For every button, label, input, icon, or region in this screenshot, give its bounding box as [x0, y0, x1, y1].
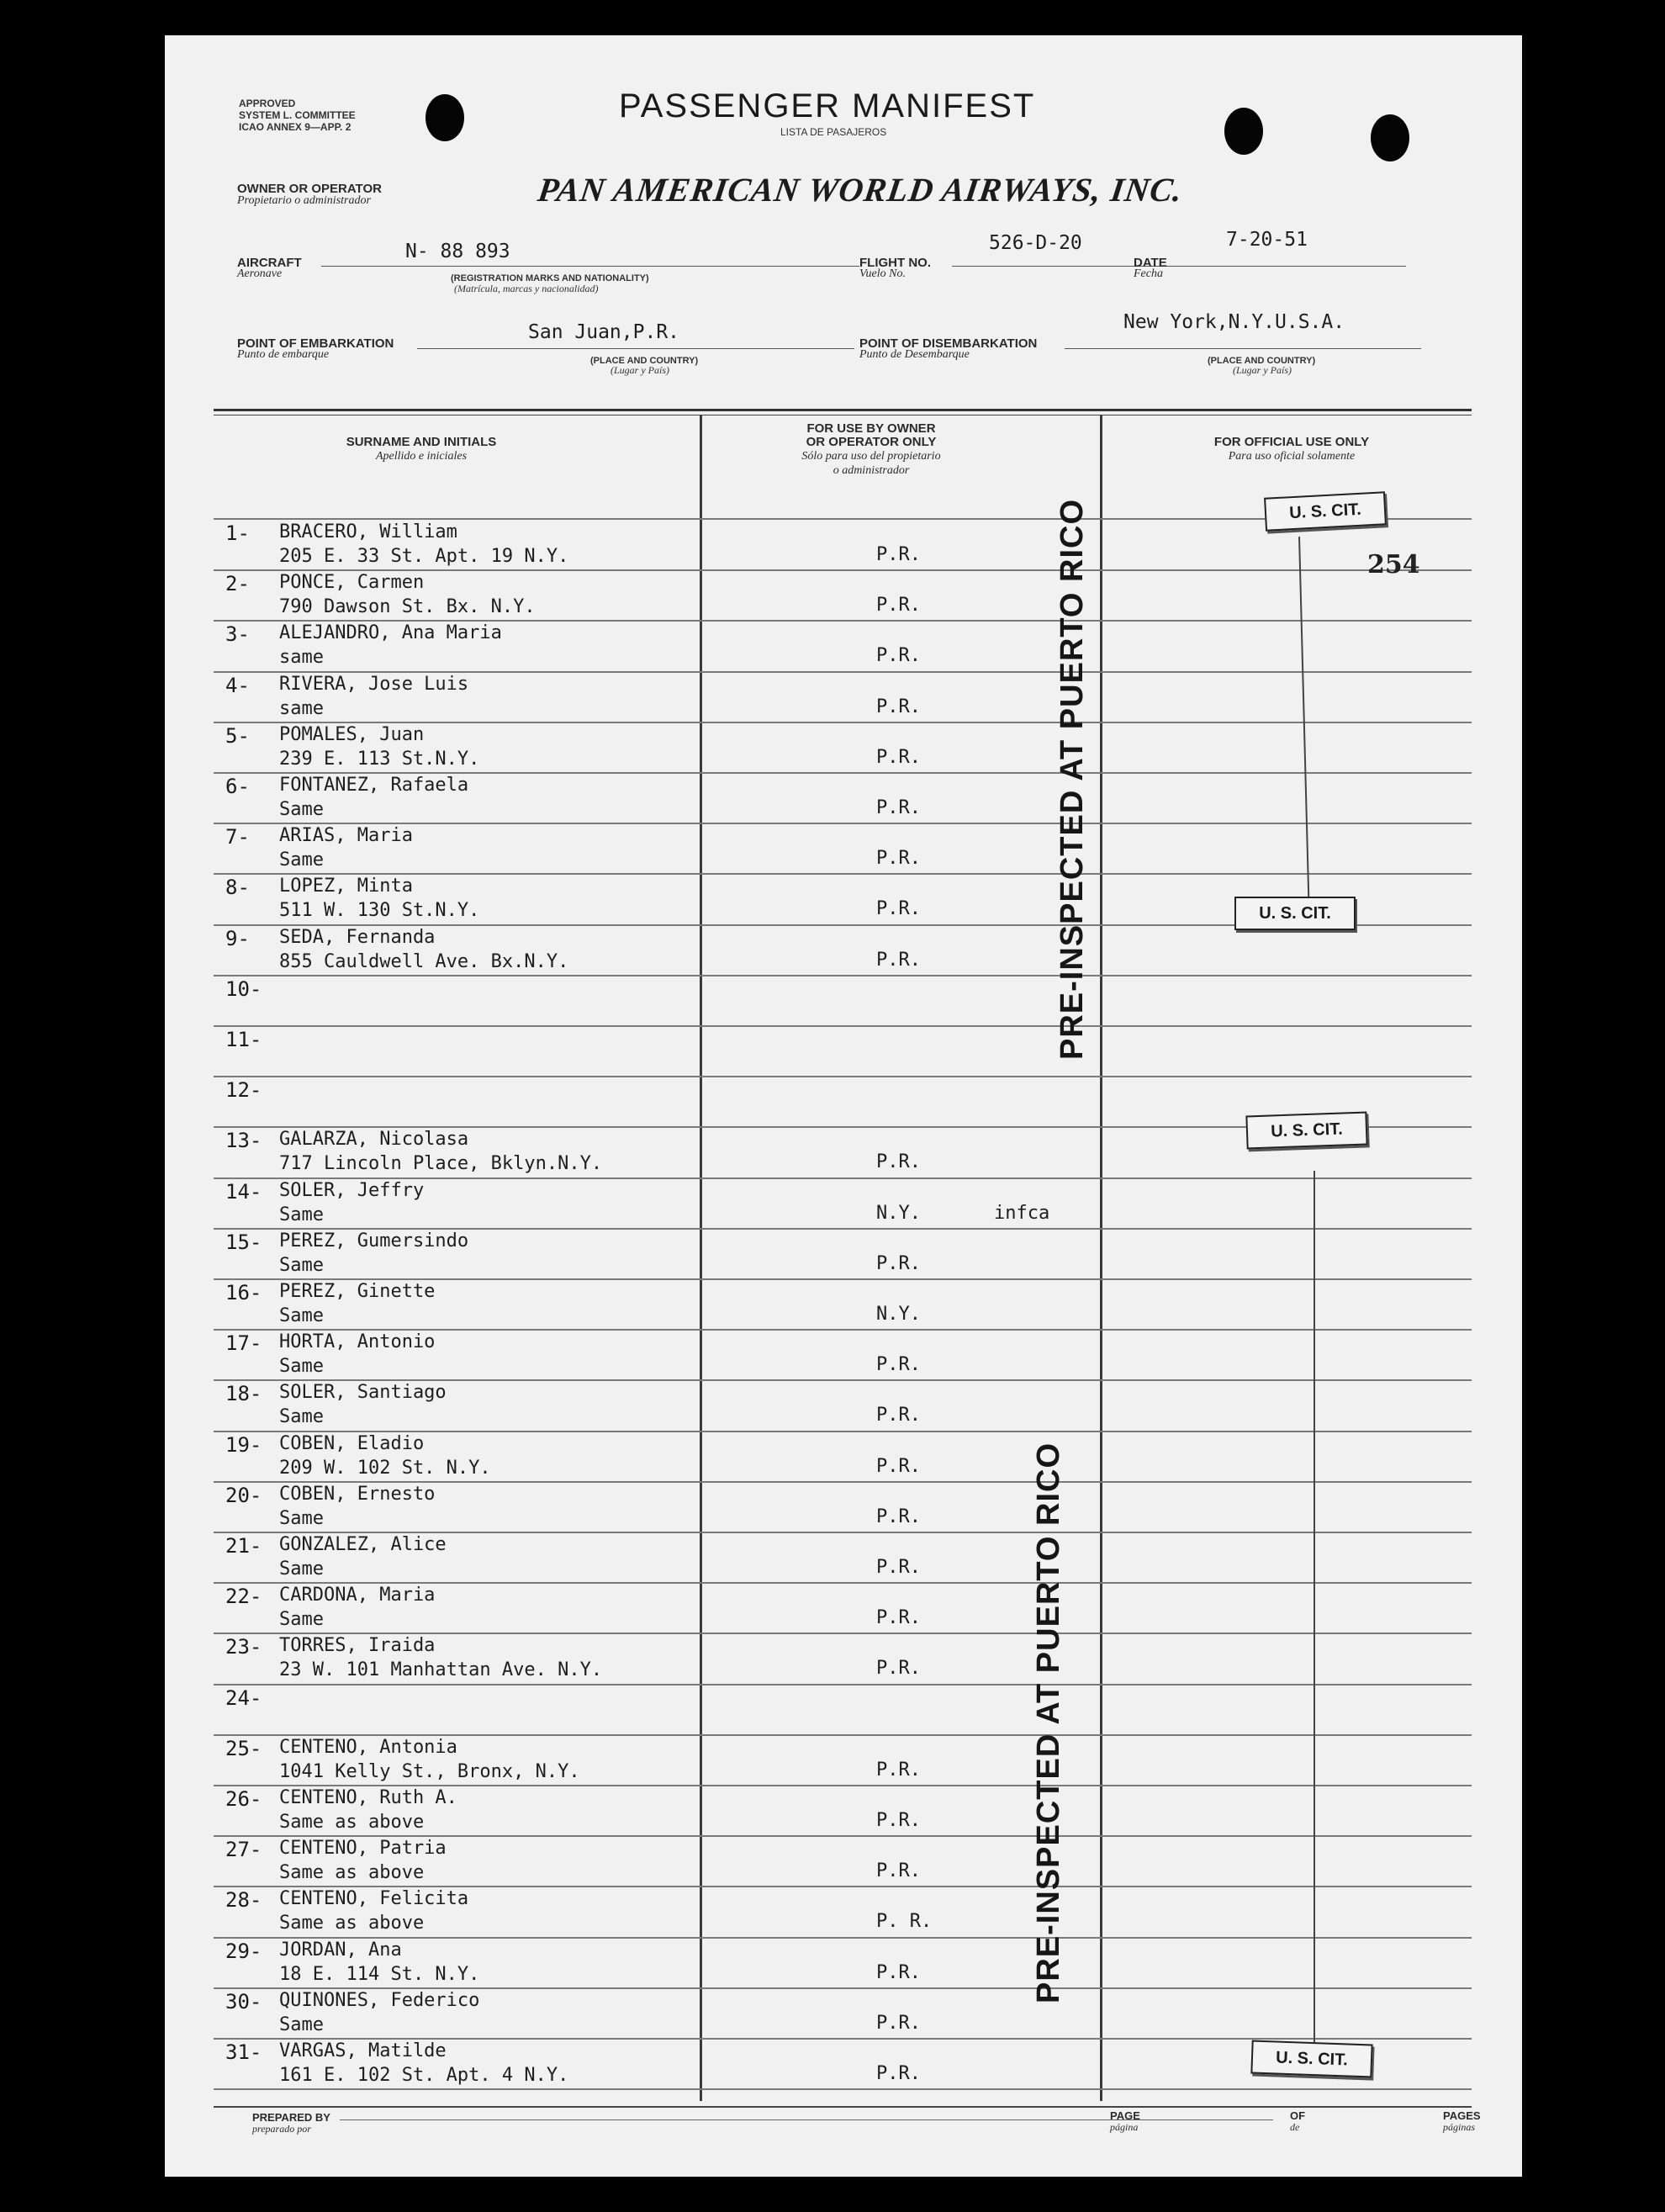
row-number: 7-: [225, 825, 250, 849]
passenger-address: 23 W. 101 Manhattan Ave. N.Y.: [279, 1659, 603, 1681]
passenger-name: ARIAS, Maria: [279, 825, 413, 847]
passenger-name: GONZALEZ, Alice: [279, 1534, 447, 1555]
table-top-rule: [214, 409, 1472, 411]
passenger-name: PEREZ, Gumersindo: [279, 1230, 469, 1252]
table-row: [165, 1888, 1522, 1939]
embark-value: San Juan,P.R.: [528, 321, 680, 343]
surname-header-es: Apellido e iniciales: [375, 450, 468, 463]
approval-line: APPROVED: [239, 98, 296, 109]
row-rule: [214, 671, 1472, 673]
row-number: 11-: [225, 1028, 262, 1051]
row-number: 29-: [225, 1939, 262, 1963]
passenger-address: 1041 Kelly St., Bronx, N.Y.: [279, 1760, 580, 1782]
row-number: 19-: [225, 1432, 262, 1457]
table-row: [165, 521, 1522, 572]
row-rule: [214, 569, 1472, 571]
passenger-name: POMALES, Juan: [279, 723, 425, 745]
pages-label-es: páginas: [1443, 2121, 1476, 2133]
passenger-name: SOLER, Santiago: [279, 1382, 447, 1404]
row-number: 30-: [225, 1989, 262, 2014]
aircraft-label: AIRCRAFT: [237, 256, 302, 270]
operator-note: P.R.: [876, 848, 921, 870]
passenger-name: SEDA, Fernanda: [279, 926, 436, 948]
operator-note: P.R.: [876, 1151, 921, 1173]
date-label-es: Fecha: [1134, 267, 1163, 280]
passenger-name: RIVERA, Jose Luis: [279, 673, 469, 695]
prepared-by-label-es: preparado por: [252, 2123, 311, 2135]
operator-note: N.Y.: [876, 1304, 921, 1325]
row-number: 6-: [225, 775, 250, 798]
row-rule: [214, 722, 1472, 723]
passenger-address: 855 Cauldwell Ave. Bx.N.Y.: [279, 950, 569, 972]
row-rule: [214, 2038, 1472, 2040]
operator-note: P.R.: [876, 544, 921, 565]
operator-note: P.R.: [876, 1658, 921, 1680]
disembark-place-note-es: (Lugar y País): [1233, 364, 1292, 376]
embark-place-note: (PLACE AND COUNTRY): [590, 356, 699, 366]
operator-note: P.R.: [876, 746, 921, 768]
embark-label-es: Punto de embarque: [237, 348, 330, 361]
table-row: [165, 724, 1522, 775]
row-rule: [214, 1532, 1472, 1533]
operator-note: P.R.: [876, 595, 921, 617]
approval-line: ICAO ANNEX 9—APP. 2: [239, 121, 352, 133]
row-rule: [214, 1886, 1472, 1887]
table-row: [165, 1382, 1522, 1432]
table-row: [165, 1787, 1522, 1838]
registration-note: (REGISTRATION MARKS AND NATIONALITY): [451, 273, 649, 283]
disembark-place-note: (PLACE AND COUNTRY): [1208, 356, 1316, 366]
owner-label-es: Propietario o administrador: [237, 194, 371, 207]
us-cit-stamp: U. S. CIT.: [1250, 2040, 1372, 2077]
flight-label-es: Vuelo No.: [859, 267, 906, 280]
punch-hole: [1224, 108, 1263, 155]
passenger-address: same: [279, 697, 324, 719]
passenger-name: CENTENO, Antonia: [279, 1736, 457, 1758]
row-number: 3-: [225, 622, 250, 647]
operator-note: P.R.: [876, 898, 921, 920]
row-rule: [214, 1329, 1472, 1331]
table-row: [165, 927, 1522, 977]
table-row: [165, 1534, 1522, 1585]
date-label: DATE: [1134, 256, 1167, 270]
table-row: [165, 1281, 1522, 1331]
row-number: 27-: [225, 1838, 262, 1862]
operator-header-es: Sólo para uso del propietario: [801, 450, 941, 463]
row-number: 25-: [225, 1736, 262, 1760]
row-rule: [214, 1379, 1472, 1381]
row-rule: [214, 1684, 1472, 1685]
passenger-name: BRACERO, William: [279, 521, 457, 542]
surname-column-header: [224, 436, 619, 463]
operator-header-line: OR OPERATOR ONLY: [806, 435, 937, 449]
row-rule: [214, 620, 1472, 622]
row-number: 10-: [225, 976, 262, 1001]
passenger-name: LOPEZ, Minta: [279, 876, 413, 897]
table-row: [165, 1028, 1522, 1078]
passenger-address: Same: [279, 1406, 324, 1428]
passenger-address: same: [279, 647, 324, 669]
passenger-address: 161 E. 102 St. Apt. 4 N.Y.: [279, 2065, 569, 2086]
row-number: 20-: [225, 1483, 262, 1507]
operator-note: P.R.: [876, 797, 921, 818]
passenger-name: CENTENO, Patria: [279, 1838, 447, 1860]
operator-note: P. R.: [876, 1911, 933, 1933]
table-row: [165, 977, 1522, 1028]
flight-value: 526-D-20: [989, 232, 1082, 254]
passenger-address: 209 W. 102 St. N.Y.: [279, 1457, 491, 1479]
page-label: PAGE: [1110, 2109, 1140, 2122]
table-row: [165, 1686, 1522, 1737]
row-rule: [214, 1228, 1472, 1230]
row-rule: [214, 823, 1472, 824]
row-number: 5-: [225, 723, 250, 748]
embark-label: POINT OF EMBARKATION: [237, 336, 394, 351]
flight-label: FLIGHT NO.: [859, 256, 931, 270]
disembark-label-es: Punto de Desembarque: [859, 348, 970, 361]
embark-place-note-es: (Lugar y País): [610, 364, 669, 376]
official-header-text: FOR OFFICIAL USE ONLY: [1213, 435, 1370, 449]
row-rule: [214, 1177, 1472, 1179]
passenger-name: TORRES, Iraida: [279, 1635, 436, 1657]
table-row: [165, 1230, 1522, 1281]
passenger-name: PEREZ, Ginette: [279, 1281, 436, 1302]
page-label-es: página: [1110, 2121, 1139, 2133]
passenger-address: Same: [279, 1356, 324, 1378]
table-row: [165, 1180, 1522, 1230]
row-rule: [214, 1633, 1472, 1634]
us-cit-stamp: U. S. CIT.: [1264, 491, 1387, 531]
of-label-es: de: [1290, 2121, 1300, 2133]
passenger-address: Same: [279, 1254, 324, 1276]
operator-note: P.R.: [876, 1607, 921, 1629]
us-cit-stamp: U. S. CIT.: [1234, 897, 1356, 930]
row-number: 21-: [225, 1534, 262, 1558]
passenger-name: CARDONA, Maria: [279, 1585, 436, 1606]
passenger-name: GALARZA, Nicolasa: [279, 1129, 469, 1151]
passenger-name: PONCE, Carmen: [279, 572, 425, 594]
approval-stamp: [239, 98, 356, 133]
table-row: [165, 674, 1522, 724]
passenger-address: 18 E. 114 St. N.Y.: [279, 1963, 480, 1985]
disembark-label: POINT OF DISEMBARKATION: [859, 336, 1038, 351]
row-number: 14-: [225, 1179, 262, 1204]
handwritten-number: 254: [1367, 550, 1420, 579]
table-row: [165, 622, 1522, 673]
operator-note: P.R.: [876, 1506, 921, 1527]
registration-note-es: (Matrícula, marcas y nacionalidad): [454, 283, 599, 294]
row-rule: [214, 1835, 1472, 1837]
row-rule: [214, 873, 1472, 875]
passenger-address: Same: [279, 1507, 324, 1529]
passenger-address: Same as above: [279, 1913, 425, 1934]
passenger-address: Same as above: [279, 1812, 425, 1833]
passenger-address: 717 Lincoln Place, Bklyn.N.Y.: [279, 1153, 603, 1175]
row-number: 18-: [225, 1382, 262, 1406]
aircraft-value: N- 88 893: [405, 241, 510, 262]
passenger-name: COBEN, Ernesto: [279, 1483, 436, 1505]
row-rule: [214, 975, 1472, 976]
row-number: 17-: [225, 1331, 262, 1356]
table-row: [165, 1331, 1522, 1382]
manifest-page: [165, 35, 1522, 2177]
pre-inspected-stamp: PRE-INSPECTED AT PUERTO RICO: [1054, 498, 1090, 1060]
row-number: 22-: [225, 1585, 262, 1609]
operator-note: P.R.: [876, 949, 921, 971]
operator-note: P.R.: [876, 1759, 921, 1781]
row-number: 1-: [225, 521, 250, 545]
owner-label: OWNER OR OPERATOR: [237, 182, 382, 196]
row-number: 28-: [225, 1888, 262, 1913]
row-rule: [214, 1431, 1472, 1432]
row-number: 23-: [225, 1635, 262, 1659]
footer-rule: [214, 2106, 1472, 2108]
table-row: [165, 1838, 1522, 1888]
date-underline: [1171, 266, 1406, 267]
passenger-name: ALEJANDRO, Ana Maria: [279, 622, 502, 644]
row-rule: [214, 772, 1472, 774]
row-number: 4-: [225, 673, 250, 697]
row-number: 13-: [225, 1129, 262, 1153]
operator-note: P.R.: [876, 645, 921, 667]
operator-note: P.R.: [876, 1860, 921, 1882]
operator-header-es: o administrador: [832, 464, 910, 477]
operator-note: P.R.: [876, 1405, 921, 1426]
us-cit-stamp: U. S. CIT.: [1245, 1111, 1367, 1149]
aircraft-label-es: Aeronave: [237, 267, 283, 280]
passenger-address: Same: [279, 799, 324, 820]
official-header-es: Para uso oficial solamente: [1228, 450, 1356, 463]
table-row: [165, 1585, 1522, 1635]
table-row: [165, 825, 1522, 876]
operator-note: N.Y.: [876, 1202, 921, 1224]
operator-note: P.R.: [876, 1557, 921, 1578]
table-row: [165, 1990, 1522, 2040]
row-rule: [214, 2088, 1472, 2090]
passenger-name: HORTA, Antonio: [279, 1331, 436, 1353]
page-subtitle: LISTA DE PASAJEROS: [780, 126, 887, 138]
operator-note: P.R.: [876, 1961, 921, 1983]
operator-note: P.R.: [876, 1354, 921, 1376]
row-number: 16-: [225, 1281, 262, 1304]
passenger-address: Same as above: [279, 1862, 425, 1884]
approval-line: SYSTEM L. COMMITTEE: [239, 109, 356, 121]
passenger-address: Same: [279, 1305, 324, 1326]
row-rule: [214, 1582, 1472, 1584]
passenger-address: 205 E. 33 St. Apt. 19 N.Y.: [279, 546, 569, 567]
row-number: 8-: [225, 876, 250, 900]
page-title: PASSENGER MANIFEST: [619, 87, 1036, 124]
operator-extra-note: infca: [994, 1202, 1050, 1224]
row-rule: [214, 1785, 1472, 1786]
row-rule: [214, 1025, 1472, 1027]
passenger-address: 239 E. 113 St.N.Y.: [279, 748, 480, 770]
row-number: 12-: [225, 1078, 262, 1103]
passenger-name: FONTANEZ, Rafaela: [279, 775, 469, 796]
operator-note: P.R.: [876, 2012, 921, 2034]
row-number: 31-: [225, 2040, 262, 2064]
row-rule: [214, 1937, 1472, 1939]
passenger-address: Same: [279, 849, 324, 871]
row-number: 26-: [225, 1787, 262, 1811]
table-row: [165, 572, 1522, 622]
table-row: [165, 1433, 1522, 1484]
aircraft-underline: [321, 266, 859, 267]
table-row: [165, 1737, 1522, 1787]
operator-header-line: FOR USE BY OWNER: [806, 421, 936, 436]
punch-hole: [426, 94, 464, 141]
passenger-name: VARGAS, Matilde: [279, 2040, 447, 2061]
operator-note: P.R.: [876, 1252, 921, 1274]
official-column-header: [1123, 436, 1460, 463]
row-rule: [214, 1987, 1472, 1989]
row-number: 9-: [225, 926, 250, 950]
passenger-name: QUINONES, Federico: [279, 1989, 480, 2011]
passenger-address: 790 Dawson St. Bx. N.Y.: [279, 596, 536, 618]
pages-label: PAGES: [1443, 2109, 1481, 2122]
disembark-underline: [1065, 348, 1421, 349]
table-row: [165, 1484, 1522, 1534]
date-value: 7-20-51: [1226, 229, 1308, 251]
table-row: [165, 1635, 1522, 1685]
of-label: OF: [1290, 2109, 1306, 2122]
embark-underline: [417, 348, 854, 349]
passenger-address: Same: [279, 1609, 324, 1631]
row-rule: [214, 1278, 1472, 1280]
row-number: 2-: [225, 572, 250, 596]
disembark-value: New York,N.Y.U.S.A.: [1123, 311, 1345, 333]
row-number: 24-: [225, 1685, 262, 1710]
row-rule: [214, 1481, 1472, 1483]
passenger-name: CENTENO, Ruth A.: [279, 1787, 457, 1808]
pre-inspected-stamp: PRE-INSPECTED AT PUERTO RICO: [1031, 1442, 1066, 2003]
surname-header-text: SURNAME AND INITIALS: [346, 435, 497, 449]
passenger-address: Same: [279, 2014, 324, 2035]
punch-hole: [1371, 114, 1409, 161]
row-rule: [214, 1734, 1472, 1736]
operator-column-header: [678, 422, 1065, 478]
passenger-address: 511 W. 130 St.N.Y.: [279, 900, 480, 922]
row-rule: [214, 1076, 1472, 1077]
operator-note: P.R.: [876, 696, 921, 717]
owner-value: PAN AMERICAN WORLD AIRWAYS, INC.: [535, 171, 1186, 209]
passenger-address: Same: [279, 1204, 324, 1225]
operator-note: P.R.: [876, 1810, 921, 1831]
passenger-name: SOLER, Jeffry: [279, 1179, 425, 1201]
passenger-name: JORDAN, Ana: [279, 1939, 402, 1961]
operator-note: P.R.: [876, 1455, 921, 1477]
operator-note: P.R.: [876, 2063, 921, 2084]
table-row: [165, 775, 1522, 825]
ink-bracket-line: [1314, 1171, 1315, 2045]
prepared-by-label: PREPARED BY: [252, 2111, 330, 2124]
passenger-address: Same: [279, 1558, 324, 1580]
row-number: 15-: [225, 1230, 262, 1254]
passenger-name: CENTENO, Felicita: [279, 1888, 469, 1910]
passenger-name: COBEN, Eladio: [279, 1432, 425, 1454]
table-row: [165, 1939, 1522, 1990]
